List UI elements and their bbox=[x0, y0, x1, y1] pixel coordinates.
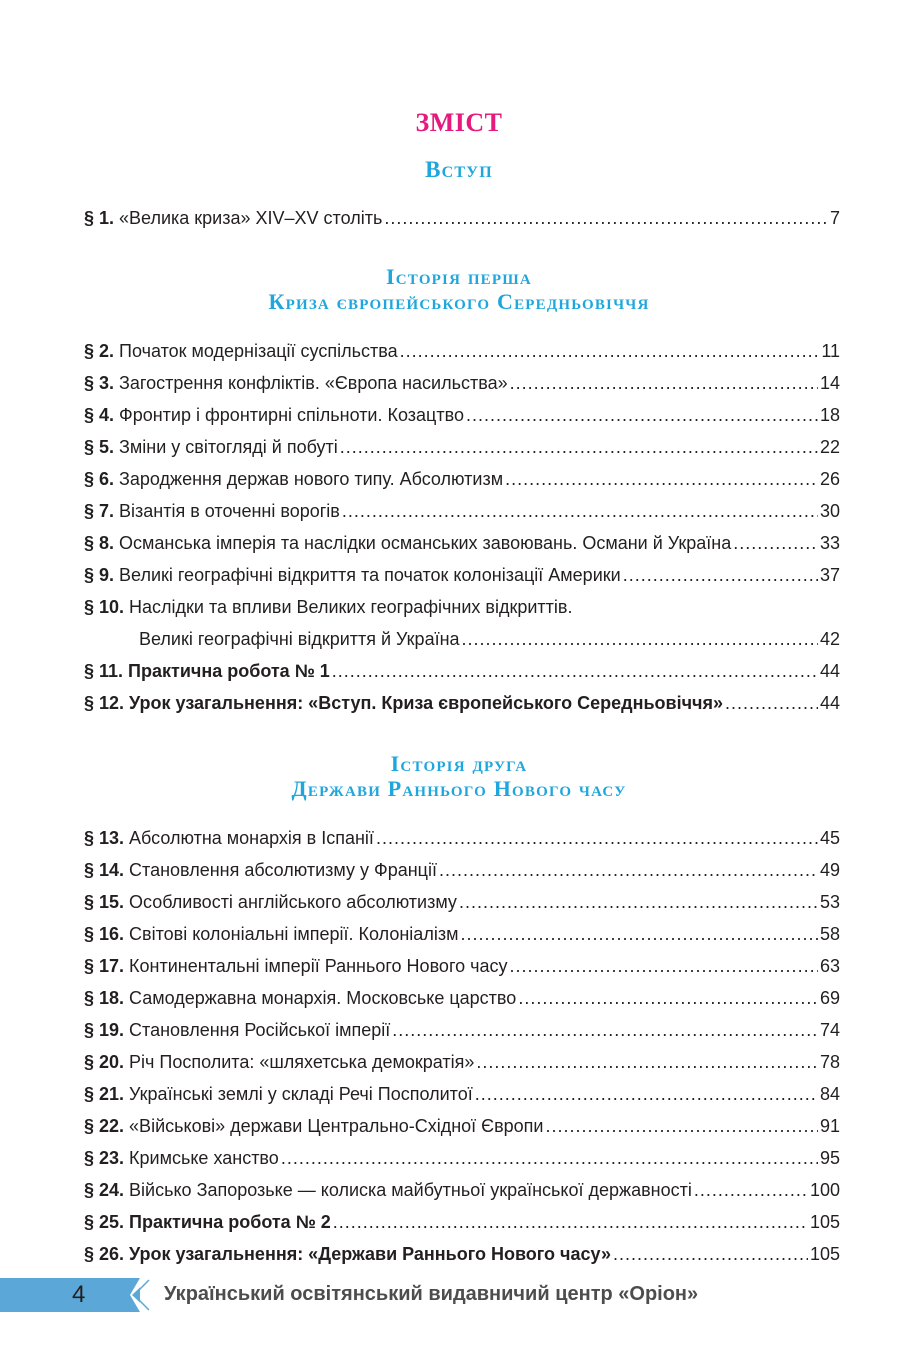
page-ref: 33 bbox=[819, 533, 840, 553]
section-number: § 4. bbox=[84, 405, 115, 425]
section-number: § 25. bbox=[84, 1212, 125, 1232]
leader-dots bbox=[281, 1142, 818, 1174]
leader-dots bbox=[725, 687, 818, 719]
toc-entry bbox=[84, 559, 840, 591]
part1-heading bbox=[0, 264, 918, 314]
section-number: § 7. bbox=[84, 501, 115, 521]
section-title: «Військові» держави Центрально-Східної Європи bbox=[129, 1116, 544, 1136]
toc-entry bbox=[84, 527, 840, 559]
toc-part2 bbox=[84, 822, 840, 1270]
intro-heading-text: Вступ bbox=[425, 157, 493, 182]
toc-entry bbox=[84, 1078, 840, 1110]
page-ref: 69 bbox=[819, 988, 840, 1008]
section-number: § 22. bbox=[84, 1116, 125, 1136]
section-title: Особливості англійського абсолютизму bbox=[129, 892, 457, 912]
part1-subheading: Криза європейського Середньовіччя bbox=[268, 289, 650, 314]
toc-entry bbox=[84, 1174, 840, 1206]
page-ref: 22 bbox=[819, 437, 840, 457]
part2-heading-text: Історія друга bbox=[390, 751, 528, 776]
section-title: Абсолютна монархія в Іспанії bbox=[129, 828, 374, 848]
publisher-name: Український освітянський видавничий центр «Оріон» bbox=[164, 1283, 699, 1305]
leader-dots bbox=[694, 1174, 808, 1206]
page-ref: 91 bbox=[819, 1116, 840, 1136]
leader-dots bbox=[475, 1078, 818, 1110]
toc-entry bbox=[84, 822, 840, 854]
section-title: Зародження держав нового типу. Абсолютизм bbox=[119, 469, 504, 489]
page-ref: 30 bbox=[819, 501, 840, 521]
section-title: Зміни у світогляді й побуті bbox=[119, 437, 338, 457]
leader-dots bbox=[342, 495, 818, 527]
section-number: § 1. bbox=[84, 208, 115, 228]
toc-part1 bbox=[84, 335, 840, 719]
section-number: § 3. bbox=[84, 373, 115, 393]
part1-heading-text: Історія перша bbox=[386, 264, 532, 289]
toc-entry bbox=[84, 367, 840, 399]
section-title: Практична робота № 1 bbox=[128, 661, 330, 681]
toc-entry bbox=[84, 431, 840, 463]
page-ref: 37 bbox=[819, 565, 840, 585]
section-number: § 21. bbox=[84, 1084, 125, 1104]
section-title: Військо Запорозьке — колиска майбутньої української державності bbox=[129, 1180, 692, 1200]
toc-entry bbox=[84, 1238, 840, 1270]
section-title: Світові колоніальні імперії. Колоніалізм bbox=[129, 924, 459, 944]
section-title: Самодержавна монархія. Московське царство bbox=[129, 988, 517, 1008]
footer-bar bbox=[0, 1278, 140, 1312]
leader-dots bbox=[466, 399, 818, 431]
section-title: Османська імперія та наслідки османських завоювань. Османи й Україна bbox=[119, 533, 732, 553]
section-number: § 23. bbox=[84, 1148, 125, 1168]
section-title: Становлення Російської імперії bbox=[129, 1020, 391, 1040]
leader-dots bbox=[400, 335, 820, 367]
section-title: Практична робота № 2 bbox=[129, 1212, 331, 1232]
leader-dots bbox=[340, 431, 818, 463]
section-number: § 26. bbox=[84, 1244, 125, 1264]
section-title: Континентальні імперії Раннього Нового часу bbox=[129, 956, 508, 976]
leader-dots bbox=[546, 1110, 818, 1142]
page-ref: 95 bbox=[819, 1148, 840, 1168]
leader-dots bbox=[613, 1238, 808, 1270]
toc-entry bbox=[84, 1142, 840, 1174]
leader-dots bbox=[459, 886, 818, 918]
section-number: § 14. bbox=[84, 860, 125, 880]
page-ref: 18 bbox=[819, 405, 840, 425]
page-ref: 78 bbox=[819, 1052, 840, 1072]
page-ref: 45 bbox=[819, 828, 840, 848]
toc-entry bbox=[84, 918, 840, 950]
section-title: Наслідки та впливи Великих географічних відкриттів. bbox=[129, 597, 573, 617]
toc-entry bbox=[84, 854, 840, 886]
part2-heading bbox=[0, 751, 918, 801]
leader-dots bbox=[392, 1014, 818, 1046]
leader-dots bbox=[439, 854, 818, 886]
section-title: Річ Посполита: «шляхетська демократія» bbox=[129, 1052, 475, 1072]
section-number: § 5. bbox=[84, 437, 115, 457]
toc-entry bbox=[84, 1014, 840, 1046]
page-ref: 42 bbox=[819, 629, 840, 649]
section-number: § 19. bbox=[84, 1020, 125, 1040]
section-title-continued: Великі географічні відкриття й Україна bbox=[139, 629, 460, 649]
section-title: Становлення абсолютизму у Франції bbox=[129, 860, 437, 880]
chevron-left-icon bbox=[130, 1278, 152, 1312]
leader-dots bbox=[376, 822, 818, 854]
section-title: «Велика криза» XIV–XV століть bbox=[119, 208, 383, 228]
toc-intro bbox=[84, 202, 840, 234]
page-ref: 7 bbox=[829, 208, 840, 228]
part2-subheading: Держави Раннього Нового часу bbox=[291, 776, 627, 801]
page-ref: 84 bbox=[819, 1084, 840, 1104]
section-title: Кримське ханство bbox=[129, 1148, 279, 1168]
leader-dots bbox=[384, 202, 828, 234]
page-ref: 58 bbox=[819, 924, 840, 944]
section-number: § 6. bbox=[84, 469, 115, 489]
page-ref: 100 bbox=[809, 1180, 840, 1200]
section-number: § 17. bbox=[84, 956, 125, 976]
section-number: § 24. bbox=[84, 1180, 125, 1200]
toc-entry bbox=[84, 886, 840, 918]
section-title: Великі географічні відкриття та початок колонізації Америки bbox=[119, 565, 621, 585]
page-ref: 49 bbox=[819, 860, 840, 880]
page-ref: 44 bbox=[819, 661, 840, 681]
section-number: § 10. bbox=[84, 597, 125, 617]
toc-entry bbox=[84, 399, 840, 431]
page-ref: 26 bbox=[819, 469, 840, 489]
toc-entry bbox=[84, 982, 840, 1014]
section-number: § 2. bbox=[84, 341, 115, 361]
section-number: § 18. bbox=[84, 988, 125, 1008]
toc-entry bbox=[84, 495, 840, 527]
section-title: Урок узагальнення: «Вступ. Криза європейського Середньовіччя» bbox=[129, 693, 724, 713]
section-number: § 20. bbox=[84, 1052, 125, 1072]
page-ref: 53 bbox=[819, 892, 840, 912]
toc-entry bbox=[84, 950, 840, 982]
toc-entry bbox=[84, 1110, 840, 1142]
toc-entry bbox=[84, 687, 840, 719]
section-title: Початок модернізації суспільства bbox=[119, 341, 398, 361]
leader-dots bbox=[733, 527, 818, 559]
leader-dots bbox=[462, 623, 818, 655]
section-title: Загострення конфліктів. «Європа насильства» bbox=[119, 373, 508, 393]
toc-entry bbox=[84, 591, 840, 623]
page-ref: 105 bbox=[809, 1212, 840, 1232]
leader-dots bbox=[510, 950, 818, 982]
section-number: § 11. bbox=[84, 661, 124, 681]
toc-entry bbox=[84, 463, 840, 495]
section-number: § 12. bbox=[84, 693, 125, 713]
section-number: § 9. bbox=[84, 565, 115, 585]
section-title: Візантія в оточенні ворогів bbox=[119, 501, 340, 521]
section-title: Українські землі у складі Речі Посполитої bbox=[129, 1084, 473, 1104]
section-title: Урок узагальнення: «Держави Раннього Нового часу» bbox=[129, 1244, 611, 1264]
intro-heading bbox=[0, 157, 918, 182]
section-number: § 16. bbox=[84, 924, 125, 944]
leader-dots bbox=[476, 1046, 818, 1078]
page-ref: 74 bbox=[819, 1020, 840, 1040]
toc-entry bbox=[84, 1206, 840, 1238]
leader-dots bbox=[518, 982, 818, 1014]
page-footer bbox=[0, 1278, 918, 1314]
page-ref: 63 bbox=[819, 956, 840, 976]
leader-dots bbox=[332, 655, 818, 687]
page-ref: 105 bbox=[809, 1244, 840, 1264]
toc-entry bbox=[84, 1046, 840, 1078]
section-title: Фронтир і фронтирні спільноти. Козацтво bbox=[119, 405, 464, 425]
leader-dots bbox=[333, 1206, 808, 1238]
page-title: ЗМІСТ bbox=[415, 108, 503, 137]
toc-entry bbox=[84, 655, 840, 687]
section-number: § 8. bbox=[84, 533, 115, 553]
page-ref: 14 bbox=[819, 373, 840, 393]
leader-dots bbox=[505, 463, 818, 495]
leader-dots bbox=[623, 559, 818, 591]
page-ref: 44 bbox=[819, 693, 840, 713]
toc-entry bbox=[84, 202, 840, 234]
leader-dots bbox=[510, 367, 818, 399]
section-number: § 13. bbox=[84, 828, 125, 848]
page-ref: 11 bbox=[821, 341, 840, 361]
section-number: § 15. bbox=[84, 892, 125, 912]
toc-entry bbox=[84, 335, 840, 367]
toc-entry-continuation bbox=[84, 623, 840, 655]
leader-dots bbox=[460, 918, 818, 950]
page-number: 4 bbox=[72, 1281, 86, 1308]
